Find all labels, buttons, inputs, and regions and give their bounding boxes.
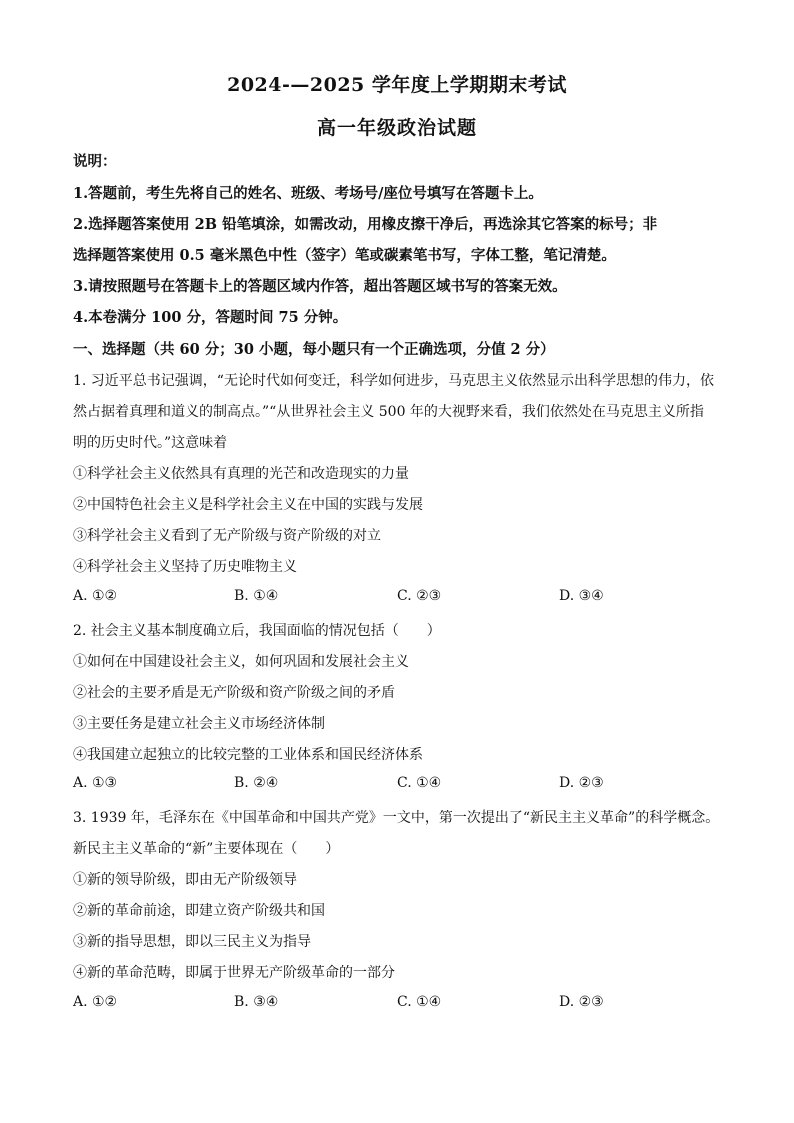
instruction-item-4: 4.本卷满分 100 分，答题时间 75 分钟。	[73, 309, 348, 326]
question-1-stem-line-3: 明的历史时代。”这意味着	[73, 435, 228, 451]
question-3-option-c: C. ①④	[397, 994, 442, 1010]
question-2-statement-1: ①如何在中国建设社会主义，如何巩固和发展社会主义	[73, 654, 409, 670]
question-1-statement-3: ③科学社会主义看到了无产阶级与资产阶级的对立	[73, 528, 381, 544]
question-3-option-d: D. ②③	[559, 994, 604, 1010]
instructions-label: 说明：	[73, 153, 117, 170]
question-2-option-b: B. ②④	[234, 775, 279, 791]
question-1-statement-2: ②中国特色社会主义是科学社会主义在中国的实践与发展	[73, 497, 423, 513]
question-1-option-a: A. ①②	[73, 588, 118, 604]
section-heading: 一、选择题（共 60 分；30 小题，每小题只有一个正确选项，分值 2 分）	[73, 341, 555, 358]
question-2-statement-3: ③主要任务是建立社会主义市场经济体制	[73, 716, 325, 732]
question-3-statement-1: ①新的领导阶级，即由无产阶级领导	[73, 872, 297, 888]
question-2-option-a: A. ①③	[73, 775, 118, 791]
question-2-statement-4: ④我国建立起独立的比较完整的工业体系和国民经济体系	[73, 747, 423, 763]
exam-subtitle: 高一年级政治试题	[316, 117, 477, 139]
question-3-statement-2: ②新的革命前途，即建立资产阶级共和国	[73, 903, 325, 919]
instruction-item-2-line-2: 选择题答案使用 0.5 毫米黑色中性（签字）笔或碳素笔书写，字体工整，笔记清楚。	[73, 247, 616, 264]
question-3-option-b: B. ③④	[234, 994, 279, 1010]
question-3-statement-3: ③新的指导思想，即以三民主义为指导	[73, 934, 311, 950]
question-3-stem-line-2: 新民主主义革命的“新”主要体现在（ ）	[73, 841, 340, 857]
question-2-stem: 2. 社会主义基本制度确立后，我国面临的情况包括（ ）	[73, 623, 441, 639]
question-2-statement-2: ②社会的主要矛盾是无产阶级和资产阶级之间的矛盾	[73, 685, 395, 701]
question-1-option-d: D. ③④	[559, 588, 604, 604]
question-1-option-b: B. ①④	[234, 588, 279, 604]
exam-title: 2024-—2025 学年度上学期期末考试	[227, 74, 567, 96]
question-1-statement-1: ①科学社会主义依然具有真理的光芒和改造现实的力量	[73, 466, 409, 482]
instruction-item-1: 1.答题前，考生先将自己的姓名、班级、考场号/座位号填写在答题卡上。	[73, 185, 543, 202]
question-3-statement-4: ④新的革命范畴，即属于世界无产阶级革命的一部分	[73, 965, 395, 981]
question-1-stem-line-1: 1. 习近平总书记强调，“无论时代如何变迁，科学如何进步，马克思主义依然显示出科学思想的伟力，依	[73, 373, 714, 389]
instruction-item-3: 3.请按照题号在答题卡上的答题区域内作答，超出答题区域书写的答案无效。	[73, 278, 567, 295]
question-2-option-d: D. ②③	[559, 775, 604, 791]
question-1-statement-4: ④科学社会主义坚持了历史唯物主义	[73, 559, 297, 575]
question-3-option-a: A. ①②	[73, 994, 118, 1010]
question-3-stem-line-1: 3. 1939 年，毛泽东在《中国革命和中国共产党》一文中，第一次提出了“新民主主义革命”的科学概念。	[73, 810, 720, 826]
instruction-item-2-line-1: 2.选择题答案使用 2B 铅笔填涂，如需改动，用橡皮擦干净后，再选涂其它答案的标号；非	[73, 216, 658, 233]
question-1-stem-line-2: 然占据着真理和道义的制高点。”“从世界社会主义 500 年的大视野来看，我们依然处在马克思主义所指	[73, 404, 704, 420]
question-1-option-c: C. ②③	[397, 588, 442, 604]
question-2-option-c: C. ①④	[397, 775, 442, 791]
